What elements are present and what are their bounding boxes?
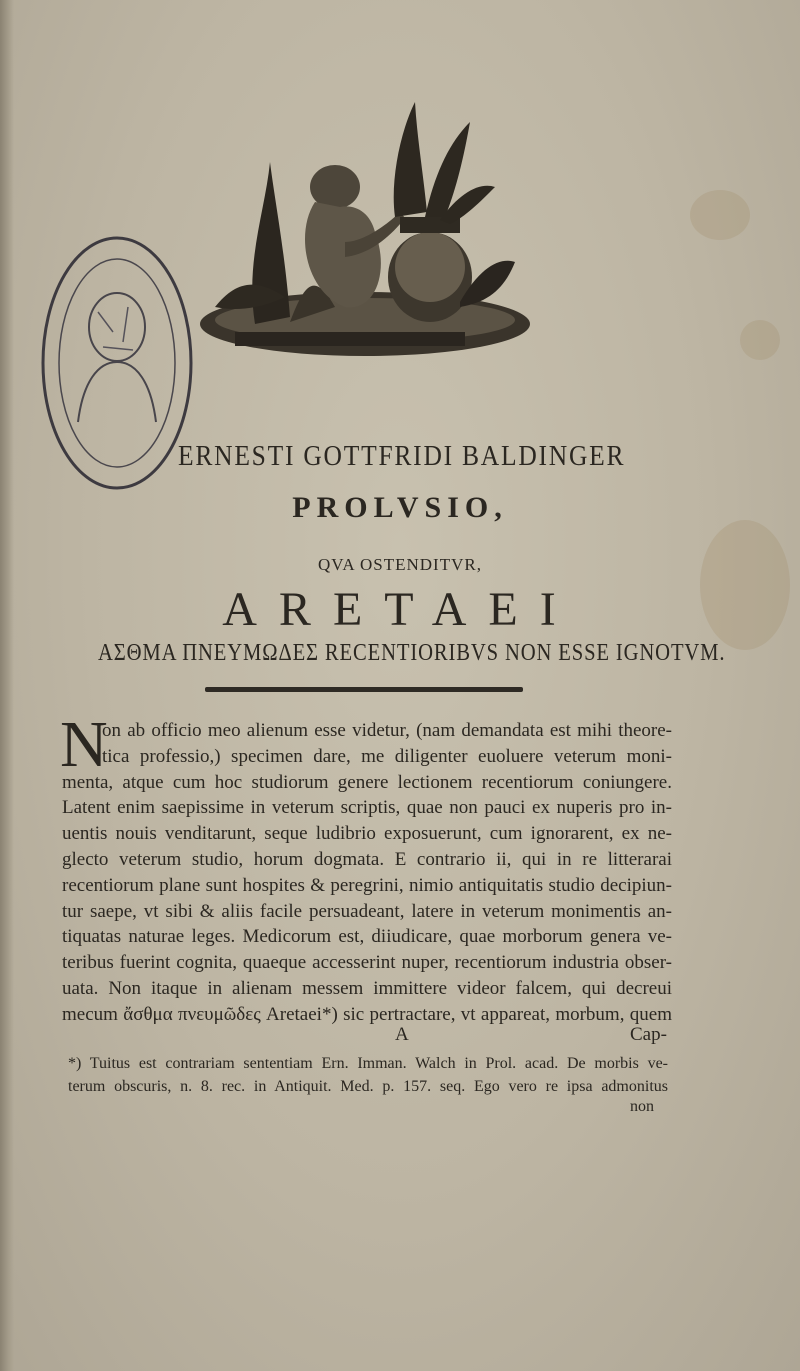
library-stamp-portrait-icon <box>38 232 196 494</box>
body-line: glecto veterum studio, horum dogmata. E contrario ii, qui in re litterarai <box>62 848 672 870</box>
paper-stain <box>740 320 780 360</box>
qua-ostenditur-line: QVA OSTENDITVR, <box>318 555 482 574</box>
footnote-catchword: non <box>630 1098 654 1115</box>
body-line: on ab officio meo alienum esse videtur, (nam demandata est mihi theore- <box>102 720 672 741</box>
signature-mark: A <box>395 1024 409 1045</box>
title-rule <box>205 687 523 692</box>
body-line: teribus fuerint cognita, quaeque accesserint nuper, recentiorum industria obser- <box>62 952 672 974</box>
genre-heading: PROLVSIO, <box>292 491 508 524</box>
cherub-vase-plant-icon <box>195 92 530 360</box>
drop-cap: N <box>60 708 108 781</box>
aretaei-heading: ARETAEI <box>222 583 578 636</box>
subtitle-line: ΑΣΘΜΑ ΠΝΕΥΜΩΔΕΣ RECENTIORIBVS NON ESSE IGNOTVM. <box>98 640 726 666</box>
catchword: Cap- <box>630 1024 667 1045</box>
paper-stain <box>690 190 750 240</box>
body-text <box>60 708 672 1028</box>
body-line: Latent enim saepissime in veterum scriptis, quae non pauci ex nuperis pro in- <box>62 797 672 819</box>
author-name: ERNESTI GOTTFRIDI BALDINGER <box>178 440 626 472</box>
page-binding-edge <box>0 0 14 1371</box>
body-line: uata. Non itaque in alienam messem immittere videor falcem, qui decreui <box>62 977 672 999</box>
footnote-line: *) Tuitus est contrariam sententiam Ern. Imman. Walch in Prol. acad. De morbis ve- <box>68 1055 668 1072</box>
footnote <box>68 1052 668 1098</box>
body-line: tur saepe, vt sibi & aliis facile persuadeant, latere in veterum monimentis an- <box>62 900 672 922</box>
body-line: tica professio,) specimen dare, me diligenter euoluere veterum moni- <box>102 745 672 767</box>
body-line: menta, atque cum hoc studiorum genere lectionem recentiorum coniungere. <box>62 771 672 793</box>
body-line: tiquatas naturae leges. Medicorum est, diiudicare, quae morborum genera ve- <box>62 926 672 948</box>
body-line: uentis nouis venditarunt, seque ludibrio exposuerunt, cum ignorarent, ex ne- <box>62 823 672 845</box>
body-line: mecum ἄσθμα πνευμῶδες Aretaei*) sic pertractare, vt appareat, morbum, quem <box>62 1003 672 1025</box>
body-line: recentiorum plane sunt hospites & peregrini, nimio antiquitatis studio decipiun- <box>62 874 672 896</box>
footnote-line: terum obscuris, n. 8. rec. in Antiquit. Med. p. 157. seq. Ego vero re ipsa admonitus <box>68 1078 668 1095</box>
